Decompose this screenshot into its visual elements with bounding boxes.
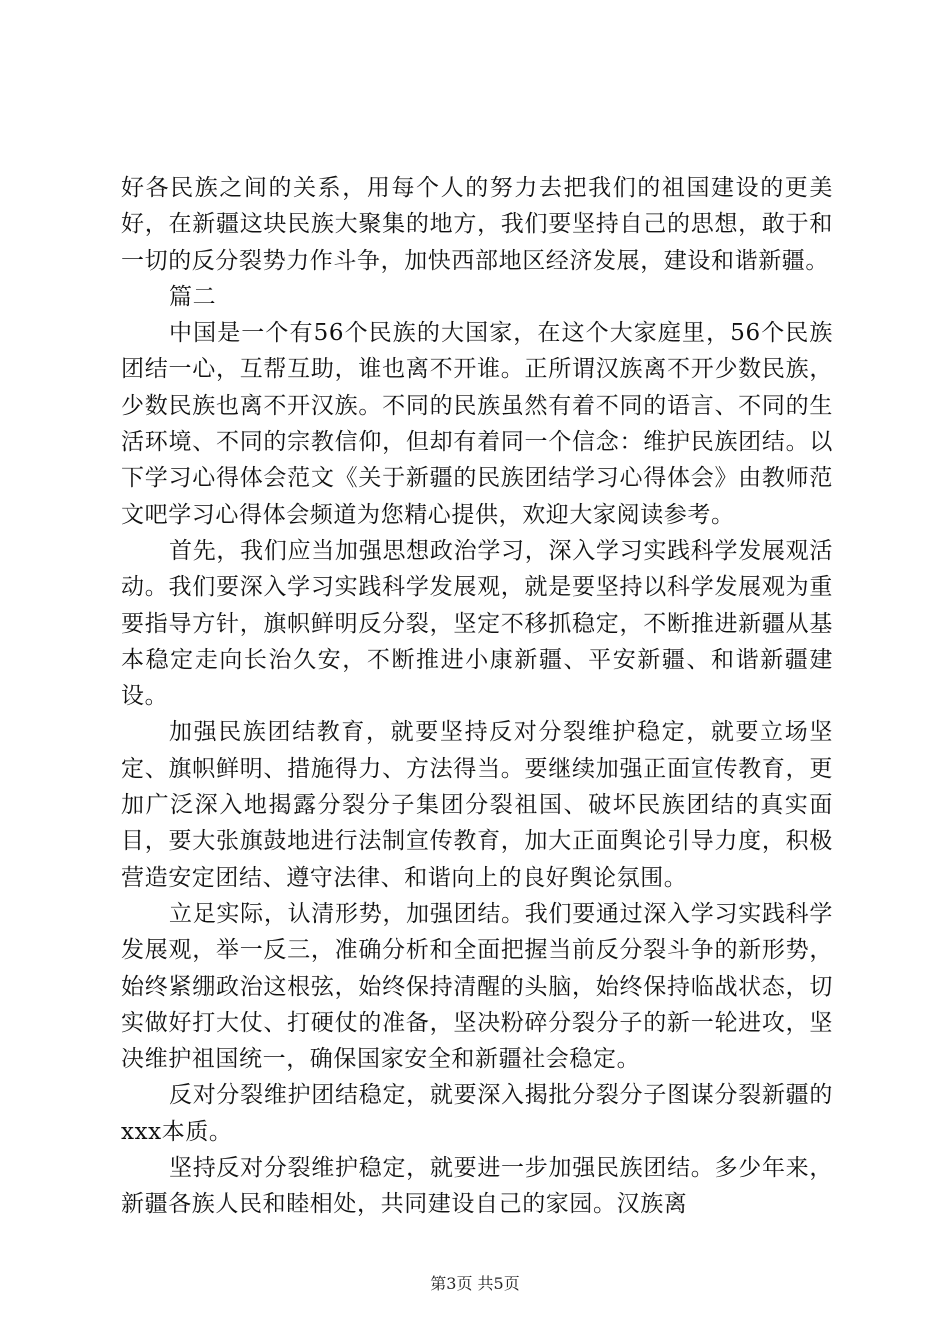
page-number-footer: 第3页 共5页: [430, 1274, 520, 1293]
paragraph: 中国是一个有56个民族的大国家，在这个大家庭里，56个民族团结一心，互帮互助，谁也离不开谁。正所谓汉族离不开少数民族，少数民族也离不开汉族。不同的民族虽然有着不同的语言、不同的生活环境、不同的宗教信仰，但却有着同一个信念：维护民族团结。以下学习心得体会范文《关于新疆的民族团结学习心得体会》由教师范文吧学习心得体会频道为您精心提供，欢迎大家阅读参考。: [121, 320, 833, 528]
paragraph: 坚持反对分裂维护稳定，就要进一步加强民族团结。多少年来，新疆各族人民和睦相处，共同建设自己的家园。汉族离: [121, 1155, 833, 1218]
paragraph: 立足实际，认清形势，加强团结。我们要通过深入学习实践科学发展观，举一反三，准确分析和全面把握当前反分裂斗争的新形势，始终紧绷政治这根弦，始终保持清醒的头脑，始终保持临战状态，切实做好打大仗、打硬仗的准备，坚决粉碎分裂分子的新一轮进攻，坚决维护祖国统一，确保国家安全和新疆社会稳定。: [121, 900, 833, 1073]
section-heading: 篇二: [169, 283, 217, 310]
document-body: [121, 170, 833, 1223]
paragraph: 加强民族团结教育，就要坚持反对分裂维护稳定，就要立场坚定、旗帜鲜明、措施得力、方法得当。要继续加强正面宣传教育，更加广泛深入地揭露分裂分子集团分裂祖国、破坏民族团结的真实面目，要大张旗鼓地进行法制宣传教育，加大正面舆论引导力度，积极营造安定团结、遵守法律、和谐向上的良好舆论氛围。: [121, 719, 833, 891]
paragraph: 首先，我们应当加强思想政治学习，深入学习实践科学发展观活动。我们要深入学习实践科学发展观，就是要坚持以科学发展观为重要指导方针，旗帜鲜明反分裂，坚定不移抓稳定，不断推进新疆从基本稳定走向长治久安，不断推进小康新疆、平安新疆、和谐新疆建设。: [121, 537, 833, 710]
paragraph: 反对分裂维护团结稳定，就要深入揭批分裂分子图谋分裂新疆的xxx本质。: [121, 1082, 833, 1145]
paragraph: 好各民族之间的关系，用每个人的努力去把我们的祖国建设的更美好，在新疆这块民族大聚集的地方，我们要坚持自己的思想，敢于和一切的反分裂势力作斗争，加快西部地区经济发展，建设和谐新疆。: [121, 175, 833, 274]
